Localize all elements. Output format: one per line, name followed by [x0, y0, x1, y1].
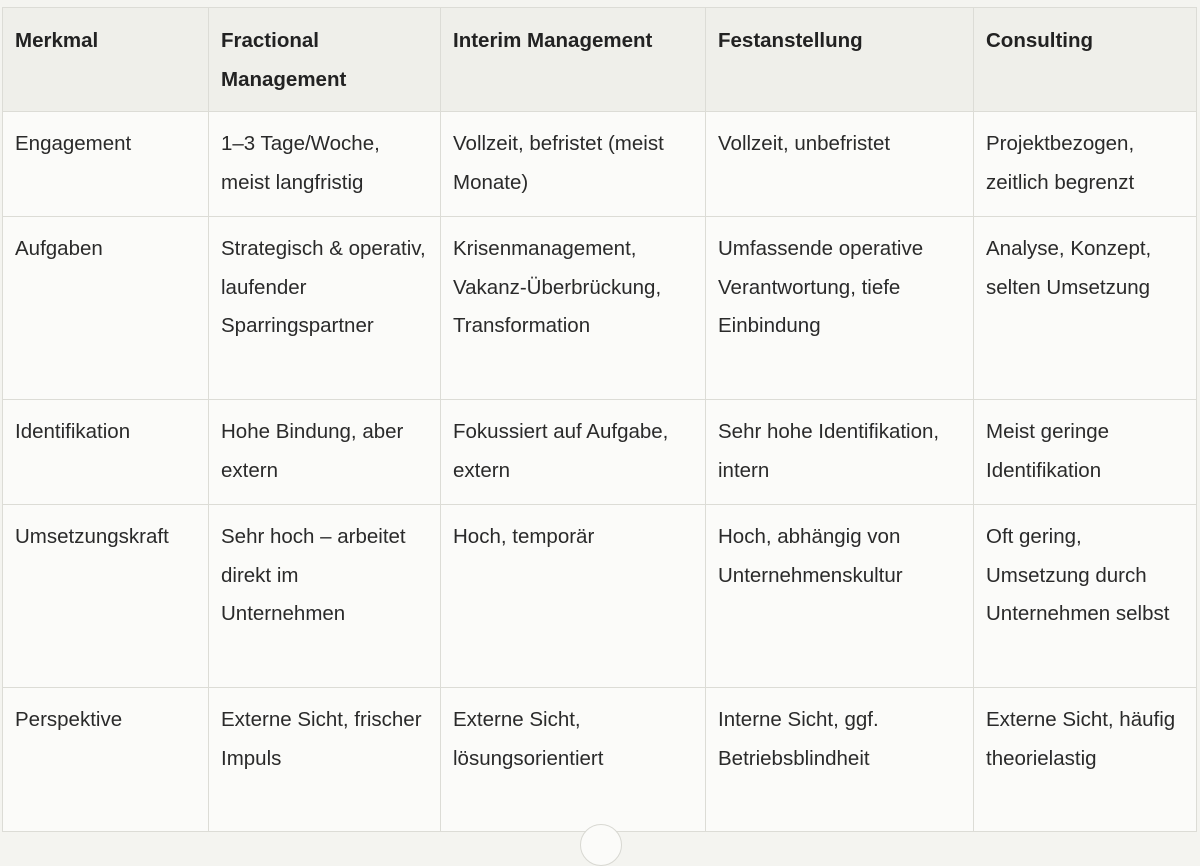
table-cell: Vollzeit, befristet (meist Monate) — [441, 112, 706, 217]
table-cell: Umfassende operative Verantwortung, tiefe Einbindung — [706, 217, 974, 400]
table-cell: Meist geringe Identifikation — [974, 400, 1197, 505]
row-label: Identifikation — [3, 400, 209, 505]
table-row-aufgaben — [3, 217, 1197, 400]
header-merkmal: Merkmal — [3, 8, 209, 112]
table-cell: Projektbezogen, zeitlich begrenzt — [974, 112, 1197, 217]
table-row-perspektive — [3, 688, 1197, 832]
table-cell: Hoch, abhängig von Unternehmenskultur — [706, 505, 974, 688]
table-cell: Analyse, Konzept, selten Umsetzung — [974, 217, 1197, 400]
header-consulting: Consulting — [974, 8, 1197, 112]
table-cell: 1–3 Tage/Woche, meist langfristig — [209, 112, 441, 217]
table-cell: Oft gering, Umsetzung durch Unternehmen selbst — [974, 505, 1197, 688]
table-cell: Externe Sicht, lösungsorientiert — [441, 688, 706, 832]
table-row-umsetzungskraft — [3, 505, 1197, 688]
header-interim-management: Interim Management — [441, 8, 706, 112]
table-cell: Externe Sicht, häufig theorielastig — [974, 688, 1197, 832]
comparison-table-container — [2, 7, 1196, 832]
header-fractional-management: Fractional Management — [209, 8, 441, 112]
table-cell: Fokussiert auf Aufgabe, extern — [441, 400, 706, 505]
row-label: Aufgaben — [3, 217, 209, 400]
table-cell: Vollzeit, unbefristet — [706, 112, 974, 217]
table-cell: Hohe Bindung, aber extern — [209, 400, 441, 505]
table-row-identifikation — [3, 400, 1197, 505]
table-cell: Krisenmanagement, Vakanz-Überbrückung, Transformation — [441, 217, 706, 400]
scroll-down-button[interactable] — [580, 824, 622, 866]
row-label: Engagement — [3, 112, 209, 217]
comparison-table — [2, 7, 1197, 832]
table-cell: Interne Sicht, ggf. Betriebsblindheit — [706, 688, 974, 832]
table-cell: Externe Sicht, frischer Impuls — [209, 688, 441, 832]
table-cell: Sehr hoch – arbeitet direkt im Unternehmen — [209, 505, 441, 688]
table-cell: Strategisch & operativ, laufender Sparringspartner — [209, 217, 441, 400]
table-header-row — [3, 8, 1197, 112]
table-cell: Sehr hohe Identifikation, intern — [706, 400, 974, 505]
header-festanstellung: Festanstellung — [706, 8, 974, 112]
row-label: Perspektive — [3, 688, 209, 832]
table-row-engagement — [3, 112, 1197, 217]
row-label: Umsetzungskraft — [3, 505, 209, 688]
table-cell: Hoch, temporär — [441, 505, 706, 688]
